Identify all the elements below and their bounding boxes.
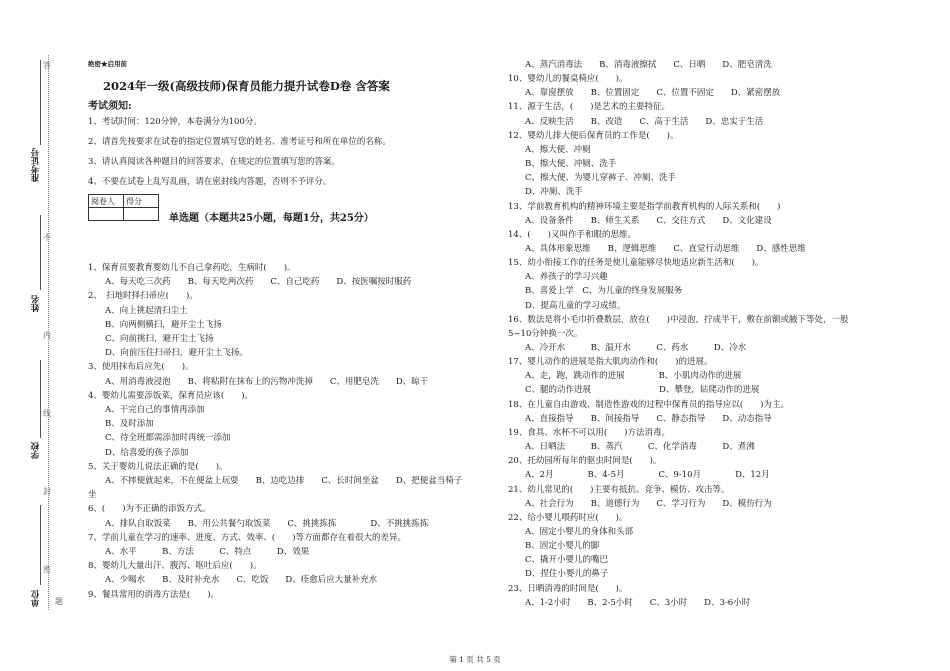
question-line: C、擦大便、为婴儿穿裤子、冲厕、洗手 [508, 173, 677, 184]
section-title: 单选题（本题共25小题，每题1分，共25分） [169, 213, 374, 224]
question-line: A、固定小婴儿的身体和头部 [508, 526, 634, 537]
confidential-mark: 绝密★启用前 [88, 60, 127, 68]
question-line: A、反映生活 B、改造 C、高于生活 D、忠实于生活 [508, 116, 764, 127]
unit-line [40, 505, 41, 585]
question-line: B、擦大便、冲厕、洗手 [508, 159, 617, 170]
school-label: 学校 [31, 442, 41, 459]
question-line: 13、学前教育机构的精神环境主要是指学前教育机构的人际关系和( ) [508, 201, 781, 212]
question-line: 4、婴幼儿需要添饭菜，保育员应该( )。 [88, 390, 254, 401]
question-line: A、每天吃三次药 B、每天吃两次药 C、自己吃药 D、按医嘱按时服药 [88, 277, 412, 288]
question-line: C、待全班都需添加时再统一添加 [88, 433, 231, 444]
score-cell[interactable] [124, 208, 159, 221]
question-line: 1、保育员要教育婴幼儿不自己拿药吃，生病时( )。 [88, 263, 296, 273]
question-line: 7、学前儿童在学习的速率、进度、方式、效率、( )等方面都存在着很大的差异。 [88, 532, 407, 543]
question-line: A、用消毒液浸泡 B、将粘附在抹布上的污物冲洗掉 C、用肥皂洗 D、晾干 [88, 376, 429, 387]
question-line: A、向上挑起清扫尘土 [88, 305, 188, 316]
question-line: 5、关于婴幼儿说法正确的是( )。 [88, 461, 228, 472]
question-line: A、具体形象思维 B、逻辑思维 C、直觉行动思维 D、感性思维 [508, 243, 806, 254]
instructions-heading: 考试须知: [88, 101, 132, 112]
question-line: 8、婴幼儿大量出汗、腹泻、呕吐后应( )。 [88, 561, 262, 572]
exam-number-line [40, 60, 41, 145]
binding-char: 答 [43, 61, 51, 70]
question-line: 3、使用抹布后应先( )。 [88, 362, 194, 373]
question-line: 18、在儿童自由游戏、制造性游戏的过程中保育员的指导应以( )为主。 [508, 399, 789, 410]
question-line: 12、婴幼儿排大便后保育员的工作是( )。 [508, 130, 679, 141]
binding-char: 内 [43, 331, 51, 340]
question-line: A、1-2小时 B、2-5小时 C、3小时 D、3-6小时 [508, 597, 751, 608]
question-line: D、冲厕、洗手 [508, 187, 583, 198]
page-title: 2024年一级(高级技师)保育员能力提升试卷D卷 含答案 [103, 79, 390, 93]
question-line: A、冷开水 B、温开水 C、药水 D、冷水 [508, 343, 747, 353]
binding-char: 封 [43, 487, 51, 496]
question-line: A、走，跑，跳动作的进展 B、小肌肉动作的进展 [508, 371, 742, 382]
binding-char: 密 [43, 565, 51, 574]
question-line: 19、食具、水杯不可以用( )方法消毒。 [508, 427, 670, 438]
question-line: 9、餐具常用的消毒方法是( )。 [88, 589, 220, 600]
question-line: D、捏住小婴儿的鼻子 [508, 569, 609, 580]
binding-char: 不 [43, 233, 51, 242]
instruction-item: 4、不要在试卷上乱写乱画，请在密封线内答题，否则不予评分。 [88, 177, 332, 187]
question-line: A、排队自取饭菜 B、用公共餐勺取饭菜 C、挑挑拣拣 D、不挑挑拣拣 [88, 518, 429, 529]
question-line: A、2月 B、4-5月 C、9-10月 D、12月 [508, 470, 770, 481]
binding-char: 题 [55, 597, 63, 606]
question-line: A、蒸汽消毒法 B、消毒液擦拭 C、日晒 D、肥皂清洗 [508, 60, 772, 70]
question-line: D、给喜爱的孩子添加 [88, 447, 189, 458]
question-line: 14、( )又叫作手和眼的思维。 [508, 229, 636, 240]
question-line: A、水平 B、方法 C、特点 D、效果 [88, 547, 310, 557]
question-line: 21、幼儿常见的( )主要有抵抗、竞争、模仿、攻击等。 [508, 484, 730, 495]
question-line: 2、 扫地时择扫帚应( )。 [88, 291, 198, 302]
question-line: B、及时添加 [88, 419, 154, 430]
page-footer: 第 1 页 共 5 页 [449, 655, 501, 664]
question-line: C、向前挑扫，避开尘土飞扬 [88, 334, 214, 344]
question-line: A、不摔便就起来，不在便盆上玩耍 B、边吃边排 C、长时间坐盆 D、把便盆当椅子 [88, 476, 463, 486]
question-line: A、日晒法 B、蒸汽 C、化学消毒 D、煮沸 [508, 442, 755, 453]
question-line: A、少喝水 B、及时补充水 C、吃饭 D、痊愈后应大量补充水 [88, 575, 378, 586]
binding-char: 线 [43, 409, 51, 418]
instruction-item: 1、考试时间：120分钟，本卷满分为100分。 [88, 117, 262, 127]
question-line: 坐 [88, 490, 97, 501]
name-line [40, 215, 41, 290]
reviewer-cell[interactable] [89, 208, 124, 221]
exam-number-label: 准考证号 [31, 148, 41, 182]
question-line: 20、托幼园所每年的驱虫时间是( )。 [508, 456, 662, 467]
question-line: A、干完自己的事情再添加 [88, 405, 205, 415]
question-line: A、社会行为 B、道德行为 C、学习行为 D、模仿行为 [508, 498, 772, 509]
question-line: B、固定小婴儿的脚 [508, 541, 600, 552]
score-table [88, 194, 159, 221]
question-line: A、直接指导 B、间接指导 C、静态指导 D、动态指导 [508, 413, 772, 424]
question-line: 11、源于生活，( )是艺术的主要特征。 [508, 102, 670, 113]
question-line: 10、婴幼儿的餐桌椅应( )。 [508, 74, 628, 85]
question-line: D、提高儿童的学习成绩。 [508, 300, 626, 311]
question-line: 6、( )为不正确的添饭方式。 [88, 504, 211, 515]
instruction-item: 3、请认真阅读各种题目的回答要求，在规定的位置填写您的答案。 [88, 157, 340, 167]
question-line: A、靠窗摆放 B、位置固定 C、位置不固定 D、紧密摆放 [508, 88, 781, 99]
question-line: A、设备条件 B、师生关系 C、交往方式 D、文化建设 [508, 215, 772, 226]
question-line: C、撬开小婴儿的嘴巴 [508, 555, 609, 566]
question-line: 17、婴儿动作的进展是指大肌肉动作和( )的进展。 [508, 357, 713, 368]
question-line: 22、给小婴儿喂药时应( )。 [508, 512, 628, 523]
question-line: 16、数法是将小毛巾折叠数层，放在( )中浸泡，拧成半干，敷在前额或腋下等处，一般 [508, 314, 849, 325]
question-line: A、擦大便、冲厕 [508, 144, 591, 155]
instruction-item: 2、请首先按要求在试卷的指定位置填写您的姓名、准考证号和所在单位的名称。 [88, 137, 391, 147]
question-line: D、向前压住扫帚扫，避开尘土飞扬。 [88, 348, 248, 359]
reviewer-header: 阅卷人 [89, 195, 124, 208]
question-line: 15、幼小衔接工作的任务是使儿童能够尽快地适应新生活和( )。 [508, 258, 764, 269]
unit-label: 单位 [31, 590, 41, 607]
question-line: 5~10分钟换一次。 [508, 328, 583, 339]
question-line: B、向两侧横扫，避开尘土飞扬 [88, 319, 222, 330]
name-label: 姓名 [31, 295, 41, 312]
question-line: A、养孩子的学习兴趣 [508, 272, 608, 283]
question-line: C、腿的动作进展 D、攀登，钻爬动作的进展 [508, 385, 760, 396]
question-line: B、喜爱上学 C、为儿童的终身发展服务 [508, 286, 683, 297]
question-line: 23、日晒消毒的时间是( )。 [508, 583, 628, 594]
score-header: 得分 [124, 195, 159, 208]
school-line [40, 360, 41, 438]
